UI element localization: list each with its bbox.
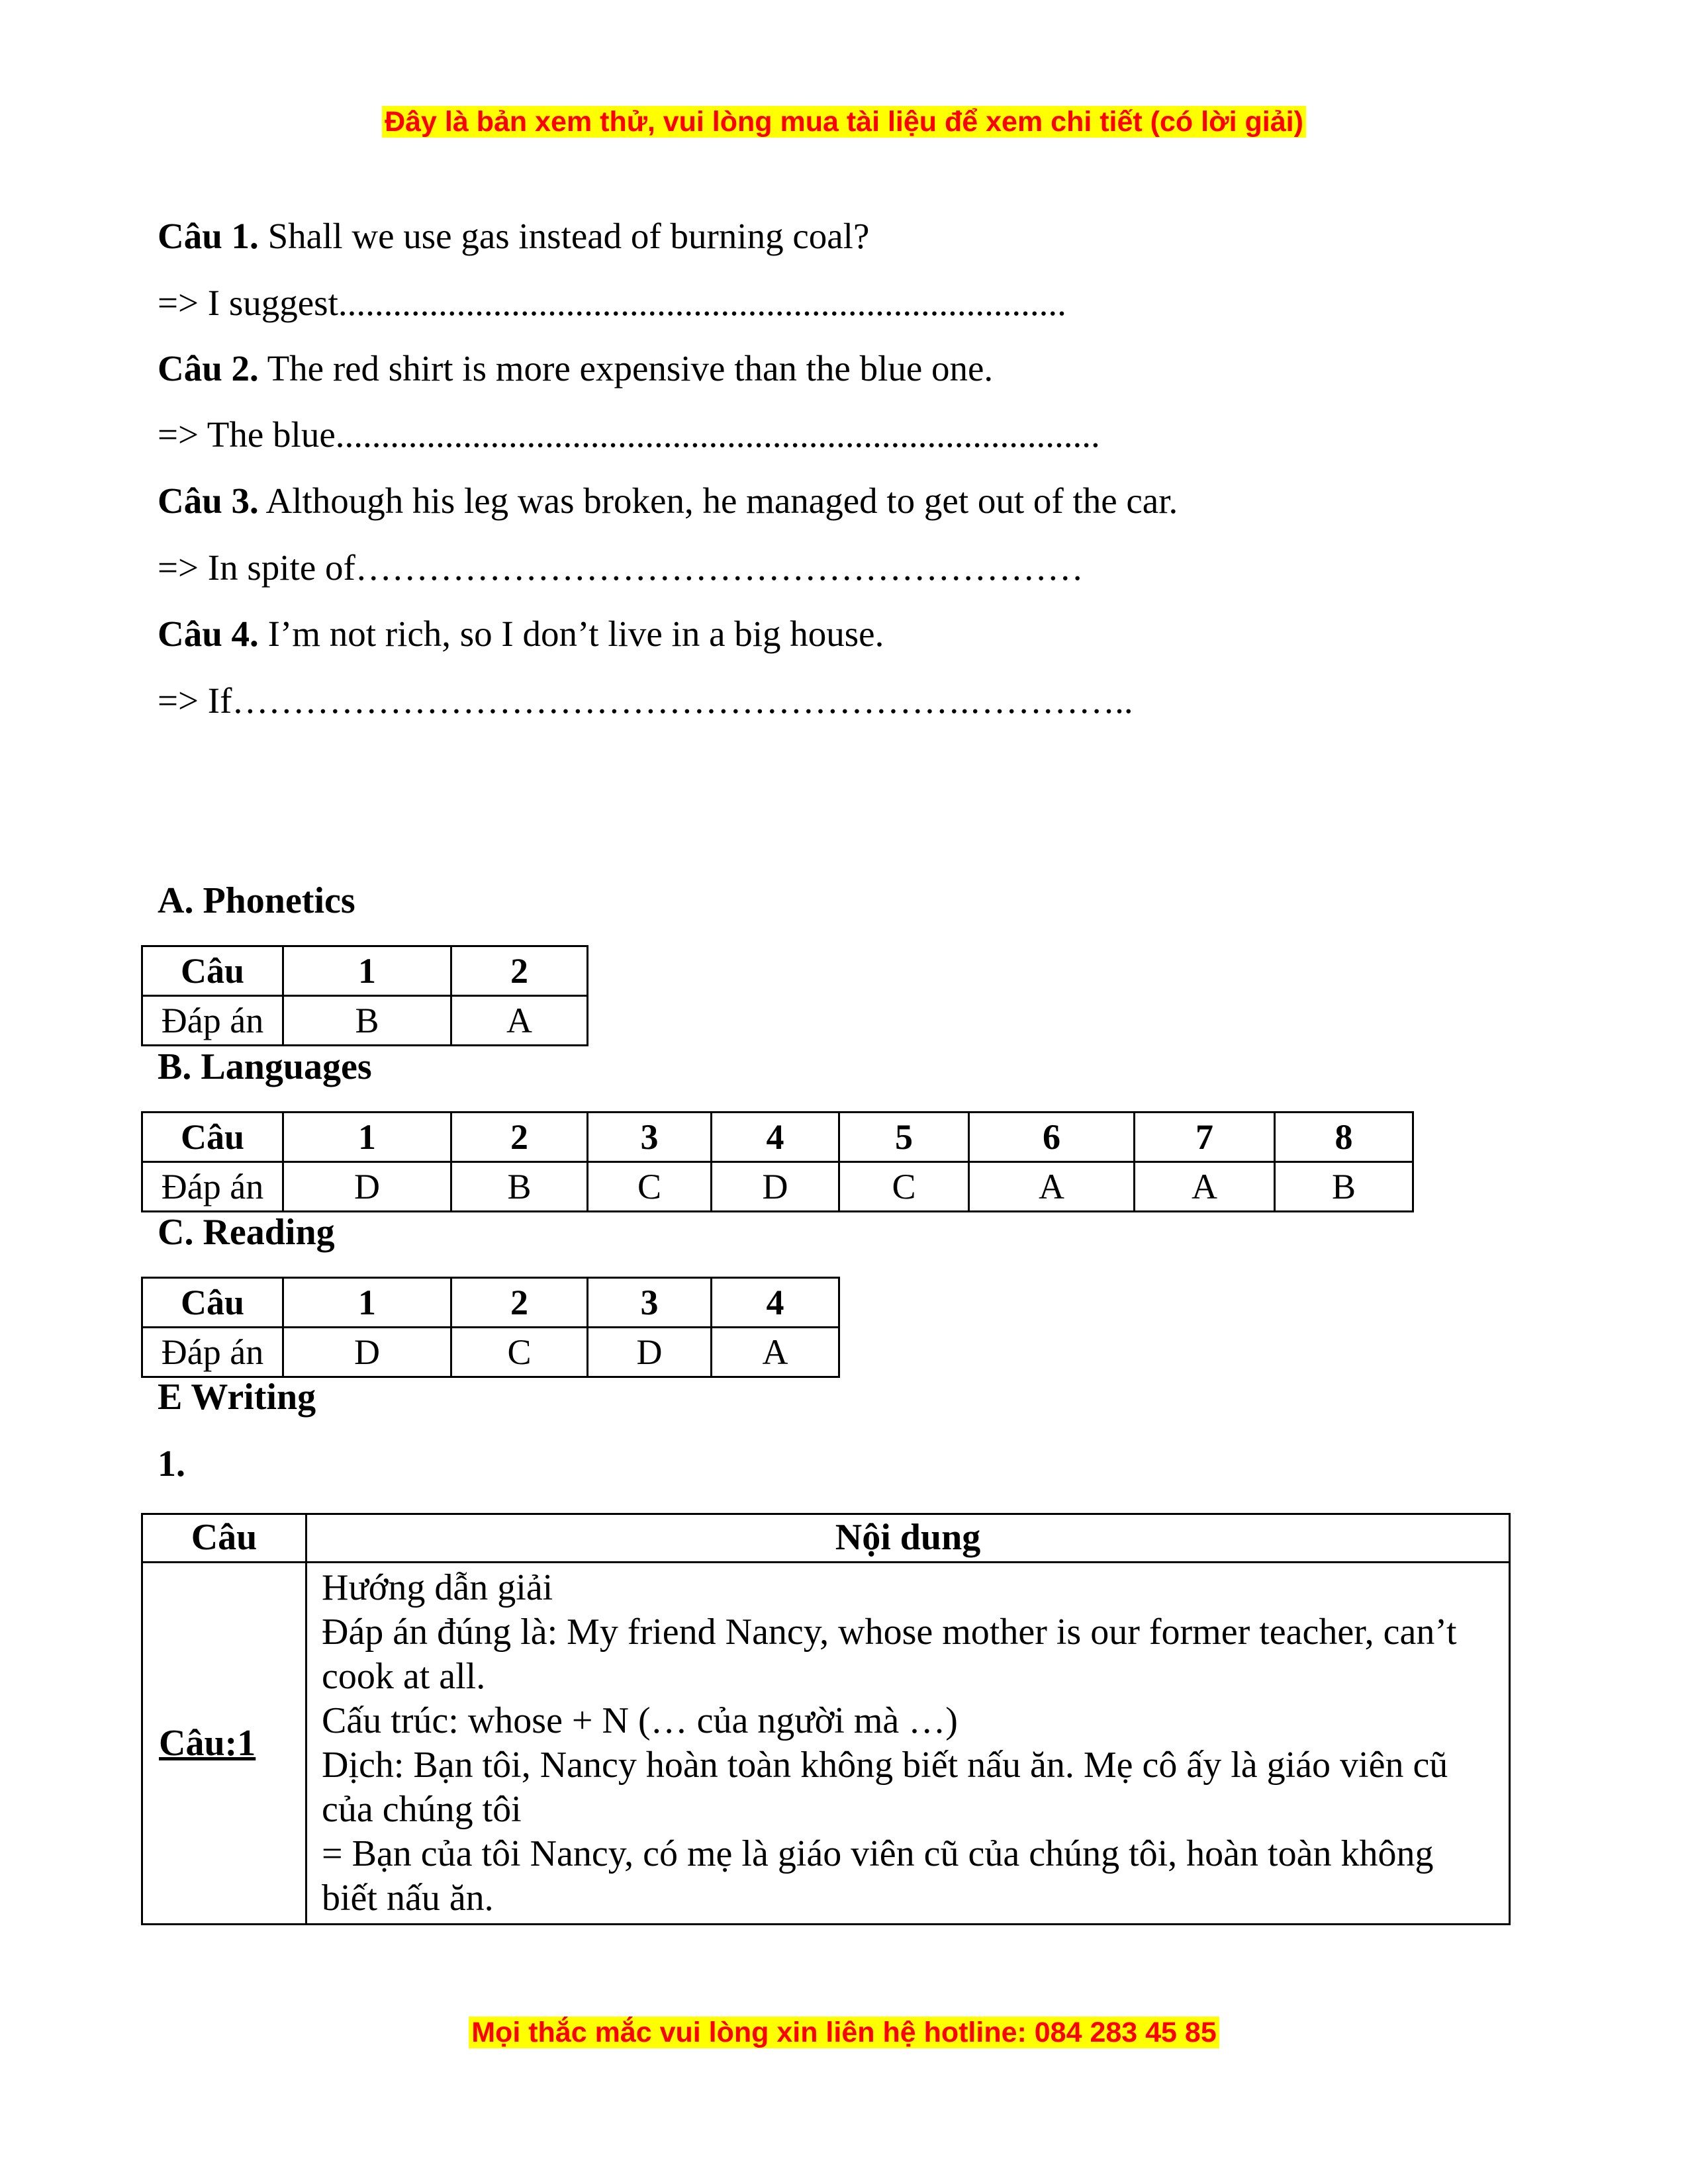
preview-banner: Đây là bản xem thử, vui lòng mua tài liệu để xem chi tiết (có lời giải) bbox=[0, 101, 1688, 142]
header-cell: 2 bbox=[451, 1113, 588, 1162]
reading-answer-table bbox=[141, 1277, 840, 1378]
answer-cell: C bbox=[451, 1328, 588, 1377]
header-cell-content: Nội dung bbox=[306, 1514, 1510, 1563]
question-number-cell: Câu:1 bbox=[142, 1563, 306, 1925]
question-1: Câu 1. Shall we use gas instead of burning coal? bbox=[158, 216, 870, 256]
table-header-row bbox=[142, 1113, 1413, 1162]
table-header-row bbox=[142, 946, 588, 996]
answer-cell: C bbox=[839, 1162, 969, 1212]
question-4: Câu 4. I’m not rich, so I don’t live in a big house. bbox=[158, 614, 884, 654]
writing-solution-table bbox=[141, 1513, 1511, 1925]
answer-cell: A bbox=[1135, 1162, 1275, 1212]
solution-line: Hướng dẫn giải bbox=[322, 1567, 553, 1608]
hotline-banner: Mọi thắc mắc vui lòng xin liên hệ hotline: 084 283 45 85 bbox=[0, 2012, 1688, 2053]
table-header-row bbox=[142, 1514, 1510, 1563]
header-cell: 2 bbox=[451, 1278, 588, 1328]
header-cell: Câu bbox=[142, 1113, 283, 1162]
section-title-phonetics: A. Phonetics bbox=[158, 880, 355, 921]
solution-line: Dịch: Bạn tôi, Nancy hoàn toàn không biết nấu ăn. Mẹ cô ấy là giáo viên cũ của chúng tôi bbox=[322, 1745, 1448, 1830]
solution-line: Cấu trúc: whose + N (… của người mà …) bbox=[322, 1700, 958, 1741]
phonetics-answer-table bbox=[141, 945, 588, 1046]
header-cell: 4 bbox=[712, 1113, 839, 1162]
header-cell: 1 bbox=[283, 946, 451, 996]
section-title-reading: C. Reading bbox=[158, 1212, 335, 1253]
solution-line: Đáp án đúng là: My friend Nancy, whose mother is our former teacher, can’t cook at all. bbox=[322, 1612, 1457, 1697]
section-title-writing: E Writing bbox=[158, 1377, 316, 1418]
header-cell: 3 bbox=[588, 1278, 712, 1328]
table-row bbox=[142, 1563, 1510, 1925]
answer-cell: B bbox=[451, 1162, 588, 1212]
answer-cell: A bbox=[712, 1328, 839, 1377]
answer-label-cell: Đáp án bbox=[142, 996, 283, 1046]
answer-cell: D bbox=[712, 1162, 839, 1212]
answer-cell: C bbox=[588, 1162, 712, 1212]
answer-cell: B bbox=[283, 996, 451, 1046]
languages-answer-table bbox=[141, 1111, 1414, 1212]
header-cell: 5 bbox=[839, 1113, 969, 1162]
answer-cell: A bbox=[451, 996, 588, 1046]
table-row bbox=[142, 1162, 1413, 1212]
table-row bbox=[142, 996, 588, 1046]
answer-cell: D bbox=[588, 1328, 712, 1377]
answer-prompt-4: => If…………………………………………………….………….. bbox=[158, 680, 1133, 721]
answer-cell: A bbox=[969, 1162, 1135, 1212]
header-cell: Câu bbox=[142, 946, 283, 996]
header-cell: 2 bbox=[451, 946, 588, 996]
writing-subsection-number: 1. bbox=[158, 1443, 185, 1484]
header-cell: 8 bbox=[1275, 1113, 1413, 1162]
header-cell-question: Câu bbox=[142, 1514, 306, 1563]
answer-cell: B bbox=[1275, 1162, 1413, 1212]
header-cell: 3 bbox=[588, 1113, 712, 1162]
section-title-languages: B. Languages bbox=[158, 1046, 372, 1087]
answer-prompt-2: => The blue.................................................................................... bbox=[158, 414, 1100, 455]
header-cell: 7 bbox=[1135, 1113, 1275, 1162]
solution-line: = Bạn của tôi Nancy, có mẹ là giáo viên cũ của chúng tôi, hoàn toàn không biết nấu ăn. bbox=[322, 1833, 1434, 1919]
answer-prompt-3: => In spite of…………………………………………………… bbox=[158, 547, 1084, 588]
answer-cell: D bbox=[283, 1162, 451, 1212]
header-cell: 1 bbox=[283, 1113, 451, 1162]
header-cell: 1 bbox=[283, 1278, 451, 1328]
answer-label-cell: Đáp án bbox=[142, 1328, 283, 1377]
answer-prompt-1: => I suggest................................................................................ bbox=[158, 283, 1066, 323]
answer-cell: D bbox=[283, 1328, 451, 1377]
header-cell: 4 bbox=[712, 1278, 839, 1328]
table-header-row bbox=[142, 1278, 839, 1328]
table-row bbox=[142, 1328, 839, 1377]
answer-label-cell: Đáp án bbox=[142, 1162, 283, 1212]
solution-content-cell bbox=[306, 1563, 1510, 1925]
question-2: Câu 2. The red shirt is more expensive than the blue one. bbox=[158, 348, 994, 388]
header-cell: Câu bbox=[142, 1278, 283, 1328]
question-3: Câu 3. Although his leg was broken, he managed to get out of the car. bbox=[158, 480, 1178, 521]
header-cell: 6 bbox=[969, 1113, 1135, 1162]
